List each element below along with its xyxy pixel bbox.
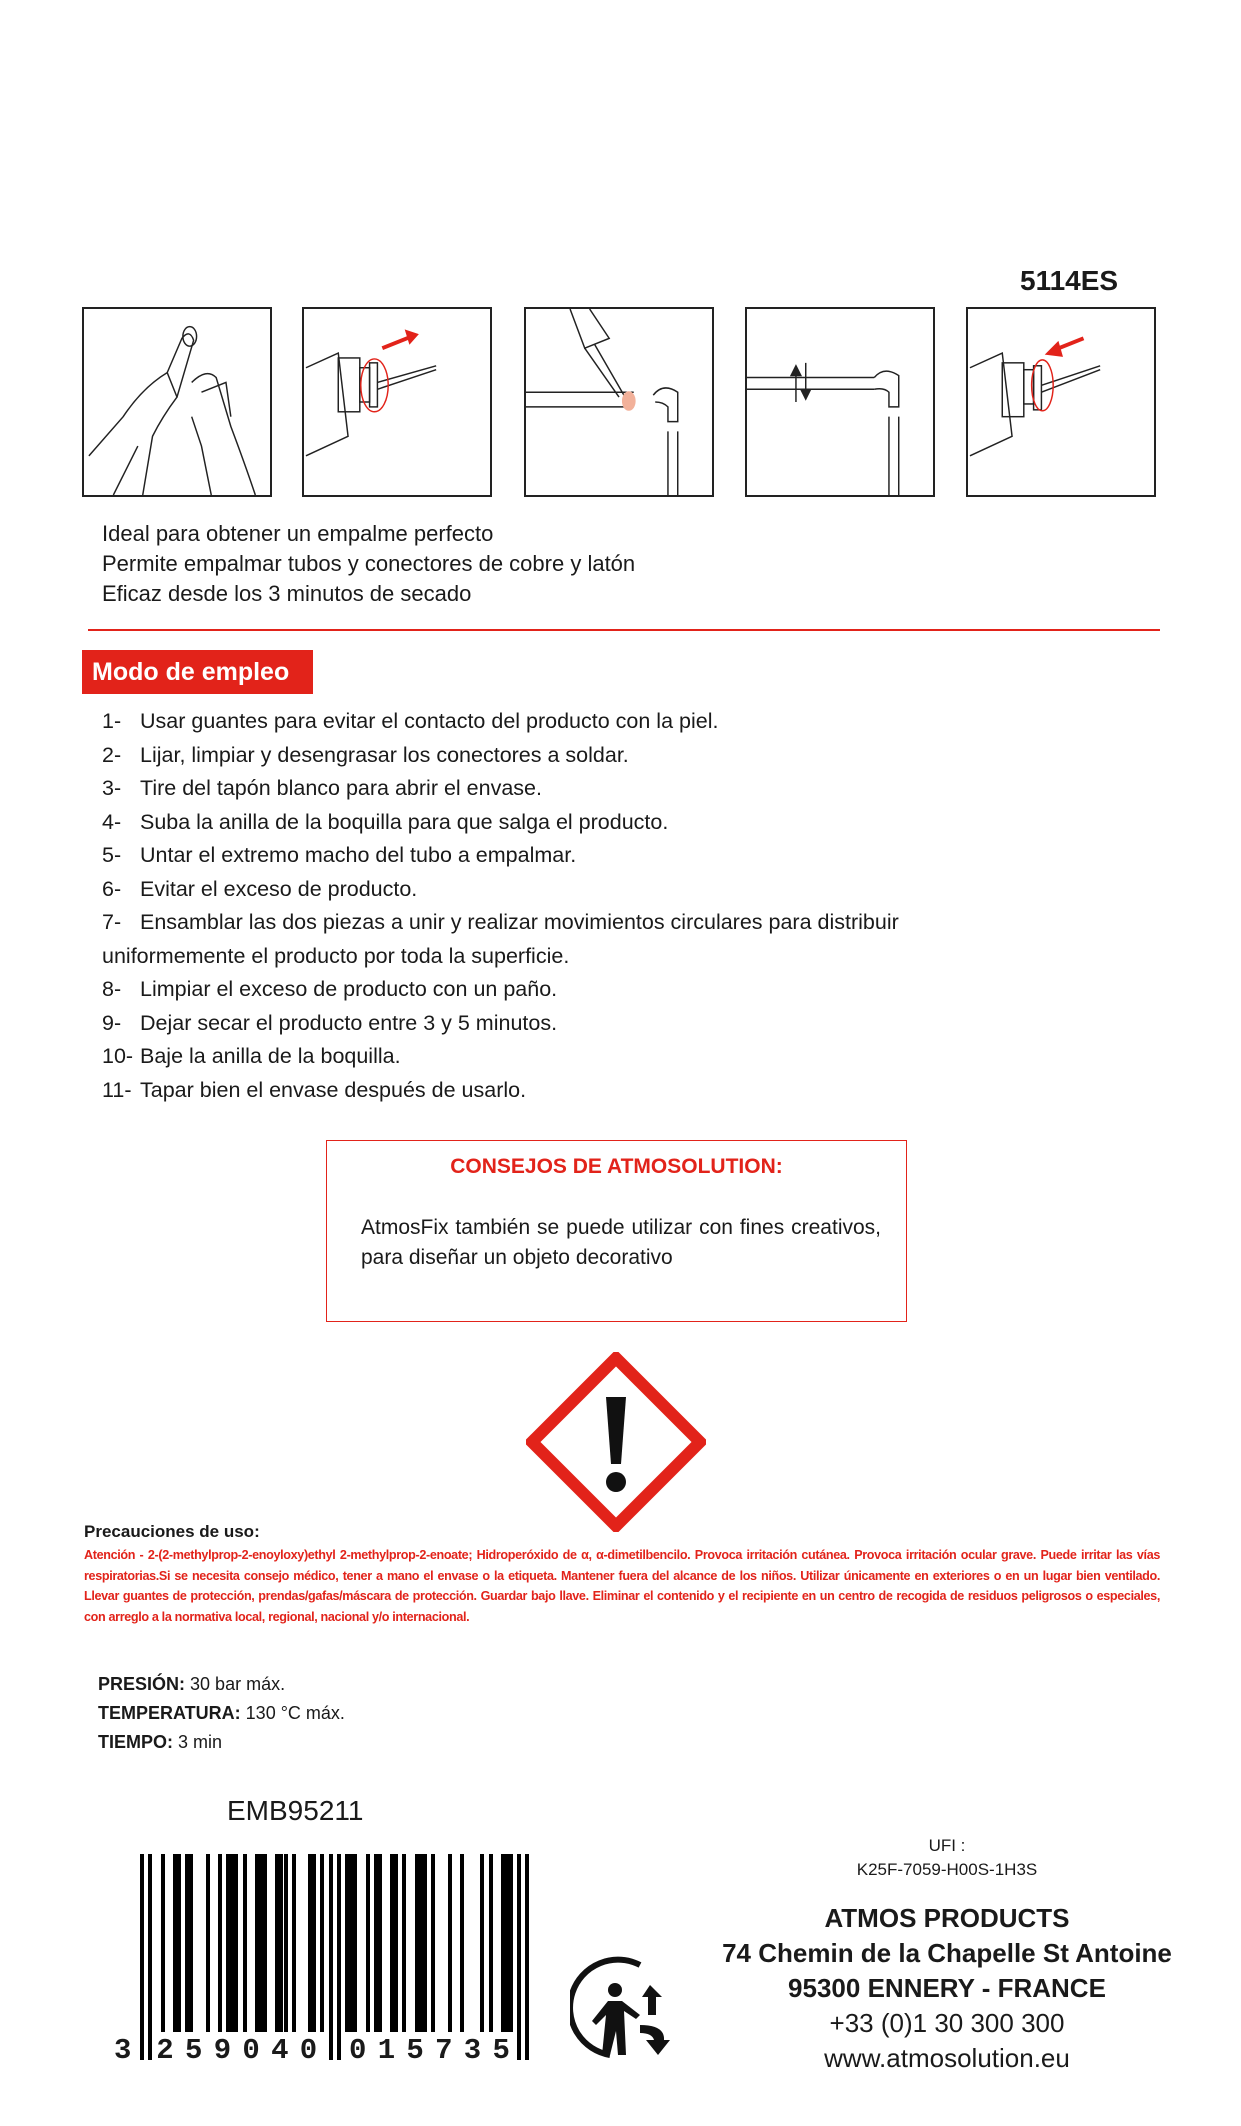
section-divider	[88, 629, 1160, 631]
feature-line: Ideal para obtener un empalme perfecto	[102, 521, 494, 546]
illustration-rotate-assembly	[745, 307, 935, 497]
step-item	[102, 1040, 1002, 1074]
barcode-bar	[448, 1854, 452, 2032]
step-item	[102, 873, 1002, 907]
barcode-bar	[378, 1854, 382, 2032]
barcode-bar	[525, 1854, 529, 2060]
step-text: Limpiar el exceso de producto con un paño.	[140, 977, 558, 1001]
spec-pressure	[98, 1674, 285, 1695]
step-number: 10-	[102, 1044, 134, 1068]
barcode-digit: 2	[156, 2034, 174, 2067]
barcode-bar	[329, 1854, 333, 2060]
product-reference: 5114ES	[1020, 265, 1119, 296]
company-name: ATMOS PRODUCTS	[824, 1903, 1070, 1933]
step-number: 2-	[102, 742, 122, 767]
step-text: Suba la anilla de la boquilla para que salga el producto.	[140, 809, 669, 834]
company-phone: +33 (0)1 30 300 300	[829, 2008, 1065, 2038]
spec-value: 3 min	[178, 1732, 223, 1752]
hazard-exclamation-icon	[526, 1352, 706, 1532]
barcode-digit: 7	[435, 2034, 453, 2067]
company-website[interactable]: www.atmosolution.eu	[824, 2043, 1070, 2073]
spec-temperature	[98, 1703, 345, 1724]
barcode-bar	[402, 1854, 406, 2032]
precautions-title: Precauciones de uso:	[84, 1522, 260, 1541]
company-street: 74 Chemin de la Chapelle St Antoine	[722, 1938, 1172, 1968]
barcode-bar	[140, 1854, 144, 2060]
barcode-bar	[161, 1854, 165, 2032]
barcode-bar	[284, 1854, 288, 2032]
barcode-bar	[292, 1854, 296, 2032]
barcode-bar	[243, 1854, 247, 2032]
barcode-bar	[460, 1854, 464, 2032]
step-number: 1-	[102, 709, 122, 733]
barcode-bar	[218, 1854, 222, 2032]
step-number: 3-	[102, 776, 122, 800]
feature-line: Permite empalmar tubos y conectores de cobre y latón	[102, 551, 636, 576]
barcode-digit: 3	[463, 2034, 482, 2067]
barcode-bar	[177, 1854, 181, 2032]
step-text: Usar guantes para evitar el contacto del producto con la piel.	[140, 709, 719, 733]
step-text: Ensamblar las dos piezas a unir y realizar movimientos circulares para distribuir	[140, 910, 899, 934]
step-text: Tapar bien el envase después de usarlo.	[140, 1077, 527, 1102]
barcode-digit: 5	[406, 2034, 424, 2067]
spec-time	[98, 1732, 222, 1753]
tips-title: CONSEJOS DE ATMOSOLUTION:	[450, 1155, 783, 1178]
step-item	[102, 1007, 1002, 1041]
barcode-digit: 9	[213, 2034, 232, 2067]
step-number: 4-	[102, 809, 122, 834]
step-item	[102, 973, 1002, 1007]
step-text: Evitar el exceso de producto.	[140, 876, 418, 901]
step-number: 9-	[102, 1010, 122, 1035]
instructions-title: Modo de empleo	[82, 650, 313, 694]
step-number: 8-	[102, 977, 122, 1001]
barcode-digit: 5	[492, 2034, 510, 2067]
step-item	[102, 705, 1002, 739]
barcode-bar	[312, 1854, 316, 2032]
barcode-bar	[509, 1854, 513, 2032]
feature-line: Eficaz desde los 3 minutos de secado	[102, 581, 472, 606]
barcode-bar	[337, 1854, 341, 2060]
barcode-digit: 0	[242, 2034, 260, 2067]
barcode-bar	[353, 1854, 357, 2032]
barcode-bar	[431, 1854, 435, 2032]
barcode-bar	[394, 1854, 398, 2032]
emb-code: EMB95211	[227, 1795, 364, 1826]
barcode-bar	[263, 1854, 267, 2032]
step-number: 7-	[102, 910, 122, 934]
illustration-apply-product	[524, 307, 714, 497]
spec-value: 130 °C máx.	[245, 1703, 345, 1723]
barcode-bar	[234, 1854, 238, 2032]
step-item	[102, 1074, 1002, 1108]
barcode-digit: 1	[377, 2034, 396, 2067]
barcode-bar	[366, 1854, 370, 2032]
barcode-digit: 3	[114, 2034, 132, 2067]
step-item	[102, 772, 1002, 806]
step-item	[102, 806, 1002, 840]
barcode-bar	[320, 1854, 324, 2032]
barcode-digit: 5	[185, 2034, 203, 2067]
ufi-label: UFI :	[928, 1836, 966, 1855]
spec-label: PRESIÓN:	[98, 1674, 186, 1694]
step-number: 6-	[102, 876, 122, 901]
step-item	[102, 739, 1002, 773]
step-item	[102, 906, 1002, 940]
barcode-digit: 0	[349, 2034, 367, 2067]
step-text: Lijar, limpiar y desengrasar los conectores a soldar.	[140, 742, 629, 767]
tips-body: AtmosFix también se puede utilizar con fines creativos, para diseñar un objeto decorativo	[361, 1216, 881, 1269]
barcode-bar	[517, 1854, 521, 2060]
barcode-digit: 0	[299, 2034, 318, 2067]
barcode-bar	[480, 1854, 484, 2032]
step-text: Baje la anilla de la boquilla.	[140, 1044, 401, 1068]
barcode-digit: 4	[271, 2034, 289, 2067]
barcode-bar	[189, 1854, 193, 2032]
barcode-bar	[489, 1854, 493, 2032]
spec-label: TEMPERATURA:	[98, 1703, 241, 1723]
step-item	[102, 839, 1002, 873]
ean13-barcode	[114, 1854, 524, 2069]
step-text: Dejar secar el producto entre 3 y 5 minutos.	[140, 1010, 558, 1035]
step-number: 5-	[102, 843, 122, 867]
ufi-code: K25F-7059-H00S-1H3S	[856, 1860, 1038, 1879]
barcode-bar	[206, 1854, 210, 2032]
spec-value: 30 bar máx.	[190, 1674, 286, 1694]
barcode-bar	[148, 1854, 152, 2060]
precautions-text: Atención - 2-(2-methylprop-2-enoyloxy)ethyl 2-methylprop-2-enoate; Hidroperóxido de α, α-dimetilbencilo. Provoca irritación cutánea. Provoca irritación ocular grave. Puede irritar las vías respiratorias.Si se necesita consejo médico, tener a mano el envase o la etiqueta. Mantener fuera del alcance de los niños. Utilizar únicamente en exteriores o en un lugar bien ventilado. Llevar guantes de protección, prendas/gafas/máscara de protección. Guardar bajo llave. Eliminar el contenido y el recipiente en un centro de recogida de residuos peligrosos o especiales, con arreglo a la normativa local, regional, nacional y/o internacional.	[84, 1548, 1160, 1624]
step-text-continued: uniformemente el producto por toda la superficie.	[102, 943, 570, 968]
illustration-lower-ring	[966, 307, 1156, 497]
instruction-steps	[102, 705, 1002, 1107]
spec-label: TIEMPO:	[98, 1732, 173, 1752]
step-text: Tire del tapón blanco para abrir el envase.	[140, 776, 542, 800]
company-city: 95300 ENNERY - FRANCE	[788, 1973, 1106, 2003]
illustration-pull-cap	[302, 307, 492, 497]
barcode-bar	[423, 1854, 427, 2032]
illustration-gloves	[82, 307, 272, 497]
step-text: Untar el extremo macho del tubo a empalmar.	[140, 843, 577, 867]
step-number: 11-	[102, 1077, 132, 1102]
tips-box	[326, 1140, 907, 1322]
